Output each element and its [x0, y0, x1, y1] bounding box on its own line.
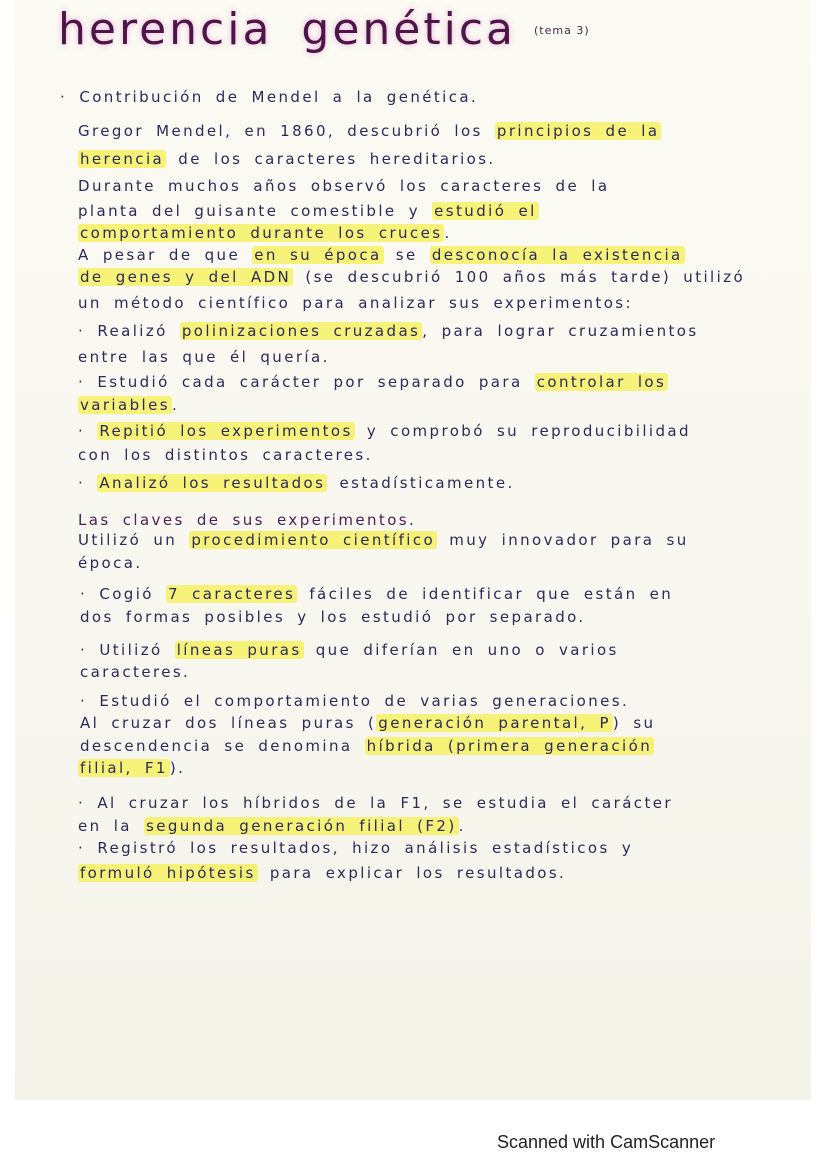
note-text: dos formas posibles y los estudió por separado. — [80, 608, 586, 626]
highlighted-text: principios de la — [496, 122, 660, 140]
note-line — [78, 396, 179, 414]
note-text: de los caracteres hereditarios. — [166, 150, 496, 168]
note-text: · Contribución de Mendel a la genética. — [60, 88, 479, 106]
note-line — [78, 322, 699, 340]
note-text: que diferían en uno o varios — [303, 641, 619, 659]
note-line — [78, 224, 452, 242]
note-line — [78, 531, 689, 549]
note-text: con los distintos caracteres. — [78, 446, 373, 464]
note-line — [78, 446, 373, 464]
note-text: · Realizó — [78, 322, 180, 340]
note-text: en la — [78, 817, 145, 835]
note-text: un método científico para analizar sus experimentos: — [78, 294, 633, 312]
page-title: herencia genética — [58, 4, 516, 55]
note-text: fáciles de identificar que están en — [297, 585, 674, 603]
note-text: . — [171, 396, 180, 414]
note-text: entre las que él quería. — [78, 348, 330, 366]
note-text: · Cogió — [80, 585, 167, 603]
note-line — [78, 839, 633, 857]
highlighted-text: filial, F1 — [80, 759, 168, 777]
note-text: Al cruzar dos líneas puras ( — [80, 714, 377, 732]
note-text: , para lograr cruzamientos — [422, 322, 699, 340]
note-text: ). — [169, 759, 186, 777]
note-line — [60, 88, 478, 106]
note-line — [78, 554, 143, 572]
note-line — [78, 759, 185, 777]
note-text: se — [383, 246, 430, 264]
highlighted-text: generación parental, P — [378, 714, 611, 732]
camscanner-watermark: Scanned with CamScanner — [497, 1132, 716, 1152]
note-text: Utilizó un — [78, 531, 190, 549]
note-line — [78, 268, 745, 286]
highlighted-text: procedimiento científico — [191, 531, 436, 549]
note-text: · Estudió el comportamiento de varias generaciones. — [80, 692, 630, 710]
note-line — [80, 714, 655, 732]
note-text: · — [78, 474, 98, 492]
note-text: Gregor Mendel, en 1860, descubrió los — [78, 122, 495, 140]
note-text: (se descubrió 100 años más tarde) utilizó — [293, 268, 746, 286]
note-line — [78, 177, 609, 195]
highlighted-text: herencia — [80, 150, 165, 168]
note-text: y comprobó su reproducibilidad — [354, 422, 691, 440]
note-line — [80, 663, 190, 681]
note-text: Durante muchos años observó los caracteres de la — [78, 177, 610, 195]
note-text: · — [78, 422, 98, 440]
title-row — [58, 4, 590, 56]
note-line — [78, 122, 661, 140]
highlighted-text: Analizó los resultados — [99, 474, 326, 492]
note-line — [78, 794, 673, 812]
note-line — [78, 348, 330, 366]
note-line — [80, 641, 619, 659]
highlighted-text: en su época — [254, 246, 382, 264]
note-text: para explicar los resultados. — [257, 864, 567, 882]
note-text: caracteres. — [80, 663, 191, 681]
highlighted-text: 7 caracteres — [168, 585, 296, 603]
note-line — [80, 737, 654, 755]
note-line — [80, 692, 629, 710]
note-text: A pesar de que — [78, 246, 253, 264]
note-text: · Al cruzar los híbridos de la F1, se estudia el carácter — [78, 794, 673, 812]
note-text: Las claves de sus experimentos. — [78, 511, 417, 529]
note-line — [80, 608, 586, 626]
note-text: descendencia se denomina — [80, 737, 365, 755]
note-text: . — [458, 817, 466, 835]
note-line — [78, 294, 633, 312]
highlighted-text: estudió el — [434, 202, 537, 220]
highlighted-text: Repitió los experimentos — [99, 422, 353, 440]
highlighted-text: variables — [80, 396, 170, 414]
note-line — [78, 246, 685, 264]
note-line — [78, 373, 668, 391]
highlighted-text: formuló hipótesis — [80, 864, 256, 882]
note-line — [78, 150, 496, 168]
note-text: · Estudió cada carácter por separado para — [78, 373, 535, 391]
note-line — [78, 511, 416, 529]
note-text: · Registró los resultados, hizo análisis estadísticos y — [78, 839, 634, 857]
note-text: estadísticamente. — [327, 474, 515, 492]
note-line — [80, 585, 673, 603]
note-line — [78, 474, 515, 492]
highlighted-text: de genes y del ADN — [80, 268, 292, 286]
note-text: ) su — [612, 714, 656, 732]
highlighted-text: segunda generación filial (F2) — [146, 817, 457, 835]
note-text: planta del guisante comestible y — [78, 202, 433, 220]
note-text: época. — [78, 554, 143, 572]
note-line — [78, 817, 466, 835]
highlighted-text: híbrida (primera generación — [366, 737, 653, 755]
note-text: muy innovador para su — [437, 531, 689, 549]
highlighted-text: líneas puras — [176, 641, 302, 659]
note-text: . — [444, 224, 452, 242]
highlighted-text: comportamiento durante los cruces — [80, 224, 443, 242]
page-subtitle: (tema 3) — [534, 24, 590, 37]
note-line — [78, 864, 566, 882]
highlighted-text: polinizaciones cruzadas — [181, 322, 421, 340]
highlighted-text: controlar los — [536, 373, 667, 391]
note-line — [78, 422, 691, 440]
note-text: · Utilizó — [80, 641, 175, 659]
note-line — [78, 202, 539, 220]
highlighted-text: desconocía la existencia — [431, 246, 683, 264]
